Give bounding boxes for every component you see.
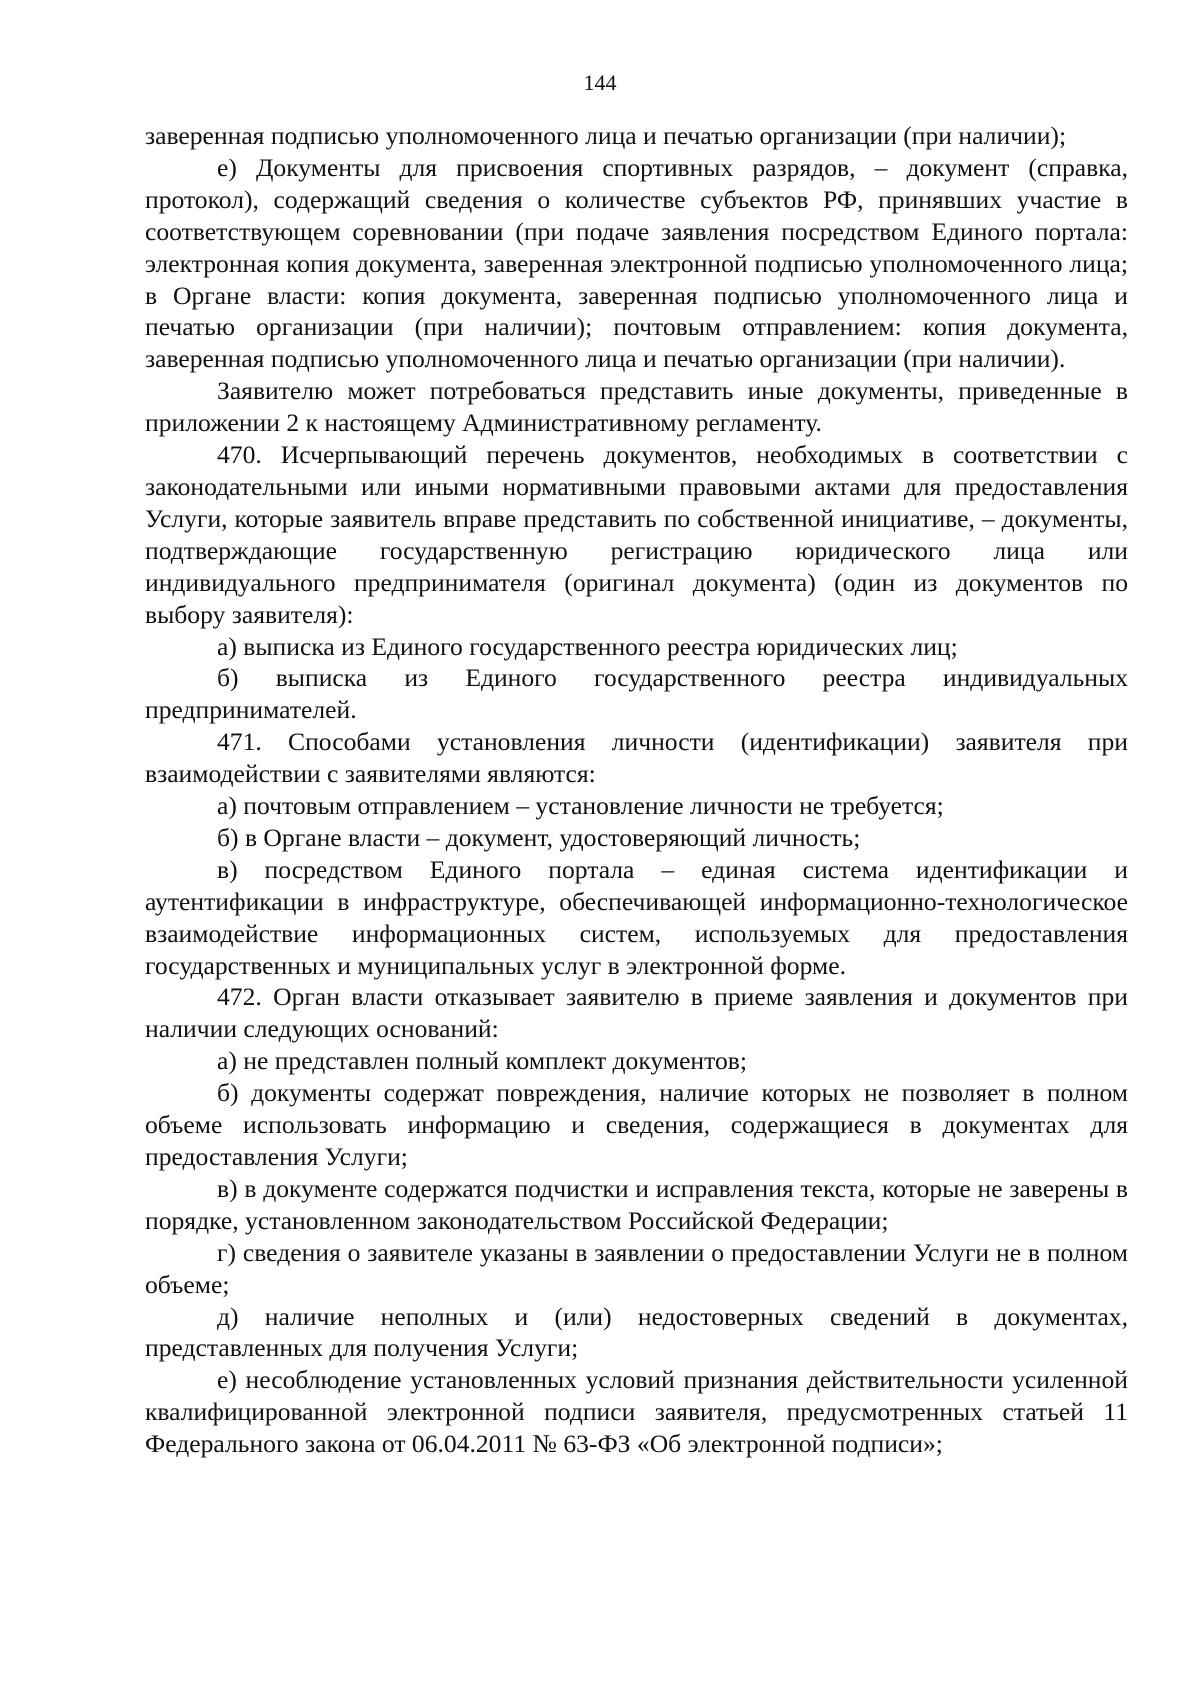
paragraph: е) Документы для присвоения спортивных разрядов, – документ (справка, протокол), содержащий сведения о количестве субъектов РФ, принявших участие в соответствующем соревновании (при подаче заявления посредством Единого портала: электронная копия документа, заверенная электронной подписью уполномоченного лица; в Органе власти: копия документа, заверенная подписью уполномоченного лица и печатью организации (при наличии); почтовым отправлением: копия документа, заверенная подписью уполномоченного лица и печатью организации (при наличии). <box>145 152 1128 374</box>
paragraph: 470. Исчерпывающий перечень документов, необходимых в соответствии с законодательными или иными нормативными правовыми актами для предоставления Услуги, которые заявитель вправе представить по собственной инициативе, – документы, подтверждающие государственную регистрацию юридического лица или индивидуального предпринимателя (оригинал документа) (один из документов по выбору заявителя): <box>145 440 1128 629</box>
paragraph: 472. Орган власти отказывает заявителю в приеме заявления и документов при наличии следующих оснований: <box>145 982 1128 1044</box>
paragraph: б) выписка из Единого государственного реестра индивидуальных предпринимателей. <box>145 663 1128 725</box>
paragraph: а) почтовым отправлением – установление личности не требуется; <box>217 791 944 821</box>
paragraph: 471. Способами установления личности (идентификации) заявителя при взаимодействии с заявителями являются: <box>145 727 1128 789</box>
paragraph: а) выписка из Единого государственного реестра юридических лиц; <box>217 631 958 661</box>
page-number: 144 <box>583 70 617 95</box>
paragraph: а) не представлен полный комплект документов; <box>217 1046 747 1076</box>
paragraph: б) документы содержат повреждения, наличие которых не позволяет в полном объеме использовать информацию и сведения, содержащиеся в документах для предоставления Услуги; <box>145 1078 1128 1171</box>
paragraph: г) сведения о заявителе указаны в заявлении о предоставлении Услуги не в полном объеме; <box>145 1237 1128 1299</box>
paragraph: в) в документе содержатся подчистки и исправления текста, которые не заверены в порядке, установленном законодательством Российской Федерации; <box>145 1173 1128 1235</box>
paragraph: д) наличие неполных и (или) недостоверных сведений в документах, представленных для получения Услуги; <box>145 1301 1128 1363</box>
paragraph: Заявителю может потребоваться представить иные документы, приведенные в приложении 2 к настоящему Административному регламенту. <box>145 376 1128 438</box>
paragraph: заверенная подписью уполномоченного лица и печатью организации (при наличии); <box>145 121 1067 150</box>
paragraph: в) посредством Единого портала – единая система идентификации и аутентификации в инфраструктуре, обеспечивающей информационно-технологическое взаимодействие информационных систем, используемых для предоставления государственных и муниципальных услуг в электронной форме. <box>145 854 1128 980</box>
document-body <box>145 120 1128 1460</box>
paragraph: б) в Органе власти – документ, удостоверяющий личность; <box>217 822 861 852</box>
paragraph: е) несоблюдение установленных условий признания действительности усиленной квалифицированной электронной подписи заявителя, предусмотренных статьей 11 Федерального закона от 06.04.2011 № 63-ФЗ «Об электронной подписи»; <box>145 1365 1128 1459</box>
